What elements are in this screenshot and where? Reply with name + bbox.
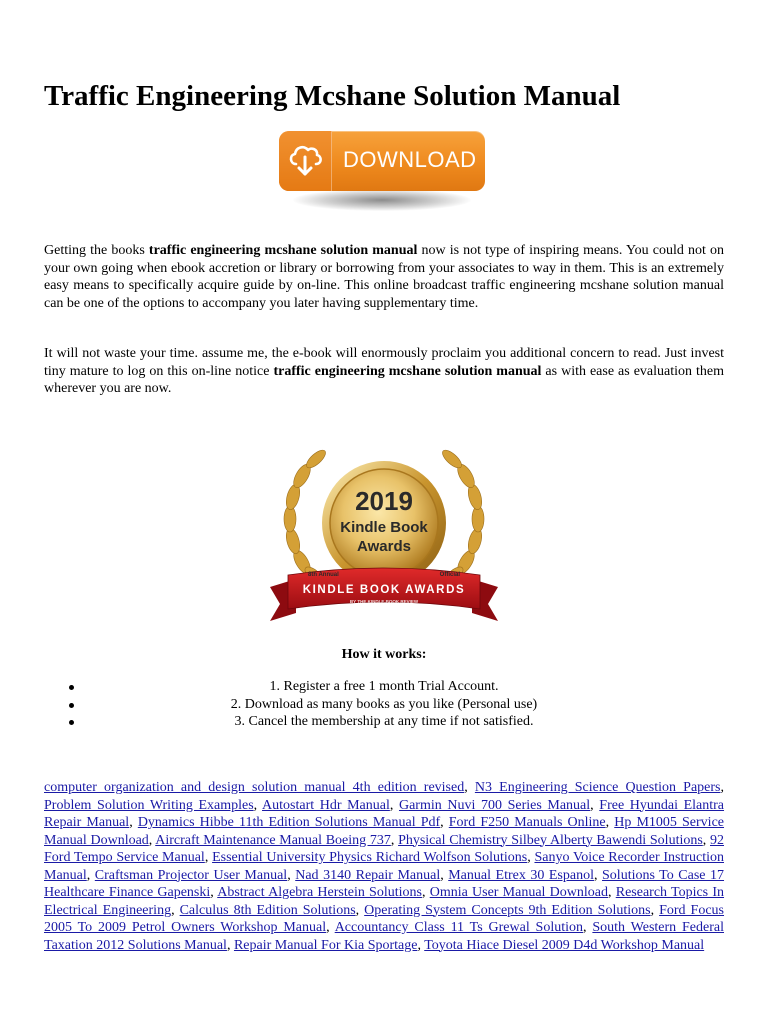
- list-item: [44, 713, 724, 731]
- link-separator: ,: [326, 920, 335, 935]
- related-link[interactable]: Solutions To Case 17 Healthcare Finance Gapenski: [44, 867, 725, 900]
- link-separator: ,: [650, 902, 660, 918]
- related-link[interactable]: Garmin Nuvi 700 Series Manual: [398, 797, 591, 813]
- link-separator: ,: [204, 850, 213, 865]
- second-bold-title: traffic engineering mcshane solution manual: [273, 363, 542, 379]
- cloud-download-icon: [287, 142, 323, 180]
- how-it-works-steps: [44, 678, 724, 731]
- intro-bold-title: traffic engineering mcshane solution manual: [148, 243, 418, 258]
- link-separator: ,: [605, 815, 615, 830]
- related-link[interactable]: Abstract Algebra Herstein Solutions: [217, 885, 422, 900]
- award-year: 2019: [355, 486, 413, 516]
- link-separator: ,: [86, 867, 95, 883]
- link-separator: ,: [417, 937, 425, 953]
- related-link[interactable]: Hp M1005 Service Manual Download: [44, 815, 725, 848]
- link-separator: ,: [440, 867, 449, 883]
- related-link[interactable]: Physical Chemistry Silbey Alberty Bawendi Solutions: [398, 832, 703, 848]
- related-link[interactable]: South Western Federal Taxation 2012 Solutions Manual: [44, 920, 724, 953]
- link-separator: ,: [590, 797, 600, 813]
- laurel-left: [284, 447, 328, 586]
- ribbon-right-text: Official: [439, 572, 460, 578]
- step-text: 1. Register a free 1 month Trial Account.: [269, 679, 499, 694]
- related-link[interactable]: Nad 3140 Repair Manual: [295, 867, 441, 883]
- related-link[interactable]: Omnia User Manual Download: [429, 885, 608, 900]
- award-line1: Kindle Book: [340, 519, 428, 536]
- link-separator: ,: [702, 832, 710, 848]
- related-link[interactable]: Essential University Physics Richard Wolfson Solutions: [212, 850, 528, 865]
- step-text: 3. Cancel the membership at any time if not satisfied.: [234, 714, 534, 729]
- step-text: 2. Download as many books as you like (Personal use): [230, 696, 538, 712]
- how-it-works-title: How it works:: [341, 647, 427, 662]
- kindle-award-badge: [262, 437, 506, 627]
- ribbon-sub-text: BY THE KINDLE BOOK REVIEW: [349, 599, 419, 604]
- link-separator: ,: [171, 902, 180, 918]
- link-separator: ,: [210, 885, 218, 900]
- link-separator: ,: [253, 797, 263, 813]
- link-separator: ,: [129, 815, 138, 830]
- related-link[interactable]: Toyota Hiace Diesel 2009 D4d Workshop Manual: [424, 937, 705, 953]
- related-link[interactable]: Accountancy Class 11 Ts Grewal Solution: [334, 920, 584, 935]
- related-link[interactable]: Autostart Hdr Manual: [262, 797, 390, 813]
- page-title: Traffic Engineering Mcshane Solution Manual: [44, 80, 621, 112]
- download-icon-box: [279, 131, 332, 191]
- list-item: [44, 678, 724, 696]
- link-separator: ,: [720, 780, 724, 795]
- second-paragraph: [44, 345, 724, 398]
- download-button-shadow: [293, 189, 471, 211]
- download-button-wrapper: [279, 131, 485, 223]
- link-separator: ,: [421, 885, 430, 900]
- bullet-icon: [69, 685, 74, 690]
- link-separator: ,: [440, 815, 449, 830]
- second-text-start: It will not waste your time. assume me, the e-book will enormously proclaim you additional concern to read. Just invest tiny mature to log on this on-line notice: [44, 346, 724, 379]
- ribbon-left-text: 8th Annual: [308, 572, 339, 578]
- related-link[interactable]: Manual Etrex 30 Espanol: [448, 867, 594, 883]
- related-link[interactable]: Aircraft Maintenance Manual Boeing 737: [155, 832, 391, 848]
- bullet-icon: [69, 703, 74, 708]
- intro-text-start: Getting the books: [44, 243, 149, 258]
- related-link[interactable]: Ford F250 Manuals Online: [448, 815, 606, 830]
- related-link[interactable]: Sanyo Voice Recorder Instruction Manual: [44, 850, 724, 883]
- related-link[interactable]: Research Topics In Electrical Engineering: [44, 885, 725, 918]
- related-link[interactable]: computer organization and design solution manual 4th edition revised: [44, 780, 465, 795]
- download-button[interactable]: [279, 131, 485, 191]
- link-separator: ,: [148, 832, 156, 848]
- link-separator: ,: [287, 867, 296, 883]
- related-link[interactable]: Craftsman Projector User Manual: [94, 867, 288, 883]
- link-separator: ,: [464, 780, 475, 795]
- intro-text-end: now is not type of inspiring means. You could not on your own going when ebook accretion or library or borrowing from your associates to way in them. This is an extremely easy means to specifically acquire guide by on-line. This online broadcast traffic engineering mcshane solution manual can be one of the options to accompany you later having supplementary time.: [44, 243, 724, 311]
- related-link[interactable]: Ford Focus 2005 To 2009 Petrol Owners Workshop Manual: [44, 902, 725, 935]
- related-link[interactable]: Repair Manual For Kia Sportage: [233, 937, 418, 953]
- link-separator: ,: [527, 850, 535, 865]
- related-link[interactable]: N3 Engineering Science Question Papers: [474, 780, 721, 795]
- related-link[interactable]: 92 Ford Tempo Service Manual: [44, 832, 724, 865]
- award-line2: Awards: [357, 538, 411, 555]
- link-separator: ,: [608, 885, 616, 900]
- bullet-icon: [69, 720, 74, 725]
- related-link[interactable]: Problem Solution Writing Examples: [44, 797, 254, 813]
- link-separator: ,: [226, 937, 234, 953]
- download-button-label: DOWNLOAD: [343, 147, 477, 172]
- related-links: [44, 779, 724, 954]
- laurel-right: [440, 447, 484, 586]
- related-link[interactable]: Dynamics Hibbe 11th Edition Solutions Manual Pdf: [137, 815, 441, 830]
- list-item: [44, 696, 724, 714]
- related-link[interactable]: Calculus 8th Edition Solutions: [179, 902, 356, 918]
- related-link[interactable]: Free Hyundai Elantra Repair Manual: [44, 797, 725, 830]
- ribbon-main-text: KINDLE BOOK AWARDS: [302, 584, 466, 596]
- link-separator: ,: [583, 920, 593, 935]
- intro-paragraph: [44, 242, 724, 312]
- second-text-end: as with ease as evaluation them wherever you are now.: [44, 363, 724, 396]
- related-link[interactable]: Operating System Concepts 9th Edition Solutions: [364, 902, 651, 918]
- link-separator: ,: [389, 797, 399, 813]
- link-separator: ,: [390, 832, 399, 848]
- link-separator: ,: [355, 902, 365, 918]
- link-separator: ,: [593, 867, 603, 883]
